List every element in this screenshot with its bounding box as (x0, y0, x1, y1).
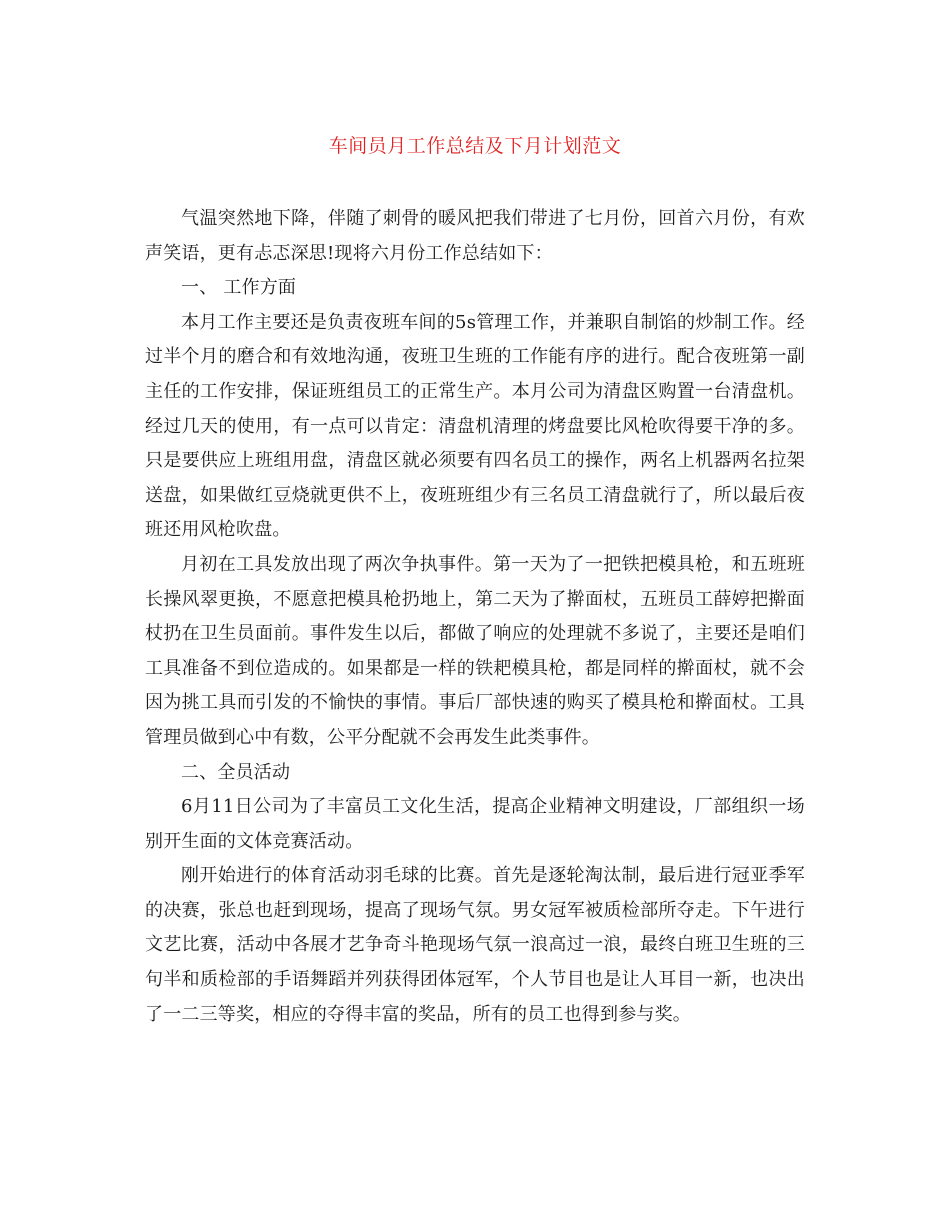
document-body (145, 202, 805, 1032)
paragraph-competition: 刚开始进行的体育活动羽毛球的比赛。首先是逐轮淘汰制，最后进行冠亚季军的决赛，张总也赶到现场，提高了现场气氛。男女冠军被质检部所夺走。下午进行文艺比赛，活动中各展才艺争奇斗艳现场气氛一浪高过一浪，最终白班卫生班的三句半和质检部的手语舞蹈并列获得团体冠军，个人节目也是让人耳目一新，也决出了一二三等奖，相应的夺得丰富的奖品，所有的员工也得到参与奖。 (145, 865, 805, 1025)
section-heading-work: 一、 工作方面 (181, 277, 297, 299)
paragraph-tools-incident: 月初在工具发放出现了两次争执事件。第一天为了一把铁把模具枪，和五班班长操风翠更换，不愿意把模具枪扔地上，第二天为了擀面杖，五班员工薛婷把擀面杖扔在卫生员面前。事件发生以后，都做了响应的处理就不多说了，主要还是咱们工具准备不到位造成的。如果都是一样的铁耙模具枪，都是同样的擀面杖，就不会因为挑工具而引发的不愉快的事情。事后厂部快速的购买了模具枪和擀面杖。工具管理员做到心中有数，公平分配就不会再发生此类事件。 (145, 553, 805, 748)
section-heading-activities: 二、全员活动 (181, 761, 291, 783)
paragraph-intro: 气温突然地下降，伴随了刺骨的暖风把我们带进了七月份，回首六月份，有欢声笑语，更有忐忑深思!现将六月份工作总结如下： (145, 208, 805, 264)
document-title: 车间员月工作总结及下月计划范文 (328, 135, 622, 157)
paragraph-work: 本月工作主要还是负责夜班车间的5s管理工作，并兼职自制馅的炒制工作。经过半个月的磨合和有效地沟通，夜班卫生班的工作能有序的进行。配合夜班第一副主任的工作安排，保证班组员工的正常生产。本月公司为清盘区购置一台清盘机。经过几天的使用，有一点可以肯定：清盘机清理的烤盘要比风枪吹得要干净的多。只是要供应上班组用盘，清盘区就必须要有四名员工的操作，两名上机器两名拉架送盘，如果做红豆烧就更供不上，夜班班组少有三名员工清盘就行了，所以最后夜班还用风枪吹盘。 (145, 311, 805, 541)
paragraph-event-intro: 6月11日公司为了丰富员工文化生活，提高企业精神文明建设，厂部组织一场别开生面的文体竞赛活动。 (145, 796, 805, 852)
